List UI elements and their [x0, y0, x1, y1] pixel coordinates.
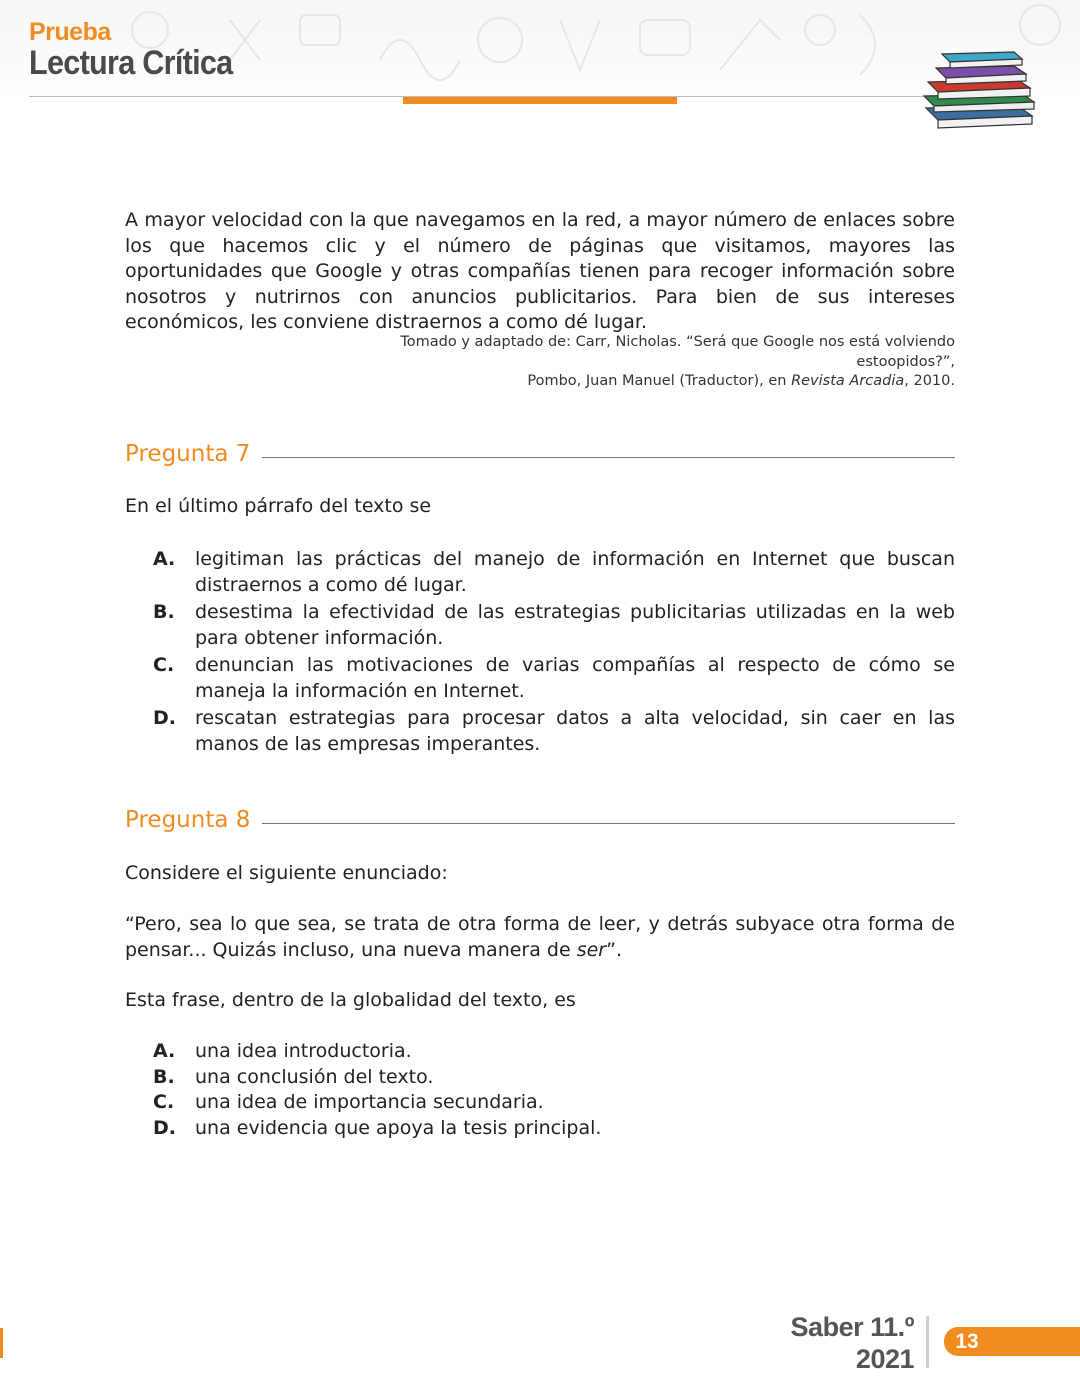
- option-letter: A.: [153, 548, 176, 570]
- option-text: una idea de importancia secundaria.: [195, 1091, 544, 1113]
- option-letter: D.: [153, 1116, 176, 1139]
- option-letter: C.: [153, 1091, 175, 1113]
- source-line-2-prefix: Pombo, Juan Manuel (Traductor), en: [527, 373, 792, 389]
- question-7-divider: [262, 457, 955, 458]
- header-accent-bar: [403, 97, 677, 104]
- source-publication: Revista Arcadia: [791, 373, 905, 389]
- header-kicker: Prueba: [29, 18, 111, 46]
- page-number-tab: [944, 1327, 1080, 1356]
- question-7-option-a[interactable]: [153, 547, 955, 598]
- question-8-option-b[interactable]: [153, 1065, 955, 1091]
- footer-year: 2021: [855, 1344, 914, 1374]
- reading-passage: A mayor velocidad con la que navegamos en la red, a mayor número de enlaces sobre los que hacemos clic y el número de páginas que visitamos, mayores las oportunidades que Google y otras compañías tienen para recoger información sobre nosotros y nutrirnos con anuncios publicitarios. Para bien de sus intereses económicos, les conviene distraernos a como dé lugar.: [125, 209, 955, 333]
- footer-saber: Saber 11.º: [790, 1312, 914, 1342]
- question-8-stem-2: Esta frase, dentro de la globalidad del texto, es: [125, 989, 576, 1011]
- option-text: denuncian las motivaciones de varias compañías al respecto de cómo se maneja la información en Internet.: [195, 654, 955, 702]
- option-text: una conclusión del texto.: [195, 1065, 434, 1088]
- question-8-divider: [262, 823, 955, 824]
- passage-source: [300, 333, 955, 392]
- source-line-2-suffix: , 2010.: [904, 373, 955, 389]
- page-title: Lectura Crítica: [29, 44, 233, 82]
- page-number: 13: [955, 1330, 979, 1353]
- question-8-option-d[interactable]: [153, 1116, 955, 1142]
- option-text: desestima la efectividad de las estrategias publicitarias utilizadas en la web para obtener información.: [195, 601, 955, 649]
- question-7-stem: En el último párrafo del texto se: [125, 495, 432, 517]
- question-8-option-c[interactable]: [153, 1090, 955, 1116]
- option-letter: B.: [153, 1065, 175, 1088]
- quote-italic-word: ser: [576, 938, 607, 961]
- footer-left-mark: [0, 1328, 3, 1358]
- option-letter: B.: [153, 601, 175, 623]
- option-text: una evidencia que apoya la tesis principal.: [195, 1116, 602, 1139]
- question-7-title: Pregunta 7: [125, 441, 251, 467]
- question-7-option-c[interactable]: [153, 653, 955, 704]
- option-text: legitiman las prácticas del manejo de información en Internet que buscan distraernos a como dé lugar.: [195, 548, 955, 596]
- quote-end: ”.: [606, 938, 623, 961]
- option-text: una idea introductoria.: [195, 1040, 412, 1062]
- question-8-title: Pregunta 8: [125, 807, 251, 833]
- source-line-1: Tomado y adaptado de: Carr, Nicholas. “Será que Google nos está volviendo estoopidos?”,: [400, 334, 955, 370]
- quote-text: “Pero, sea lo que sea, se trata de otra forma de leer, y detrás subyace otra forma de pensar... Quizás incluso, una nueva manera de: [125, 913, 955, 961]
- question-8-quote: [125, 912, 955, 963]
- option-letter: C.: [153, 654, 175, 676]
- source-line-2: [300, 372, 955, 392]
- question-7-options: [153, 547, 955, 757]
- footer-exam-label: [791, 1311, 914, 1375]
- footer-separator: [926, 1316, 929, 1368]
- option-letter: A.: [153, 1040, 176, 1062]
- question-8-option-a[interactable]: [153, 1039, 955, 1065]
- question-8-stem: Considere el siguiente enunciado:: [125, 862, 448, 884]
- option-text: rescatan estrategias para procesar datos a alta velocidad, sin caer en las manos de las empresas imperantes.: [195, 707, 955, 755]
- option-letter: D.: [153, 707, 176, 729]
- question-7-option-d[interactable]: [153, 706, 955, 757]
- question-7-option-b[interactable]: [153, 600, 955, 651]
- books-icon: [918, 44, 1042, 130]
- question-8-options: [153, 1039, 955, 1141]
